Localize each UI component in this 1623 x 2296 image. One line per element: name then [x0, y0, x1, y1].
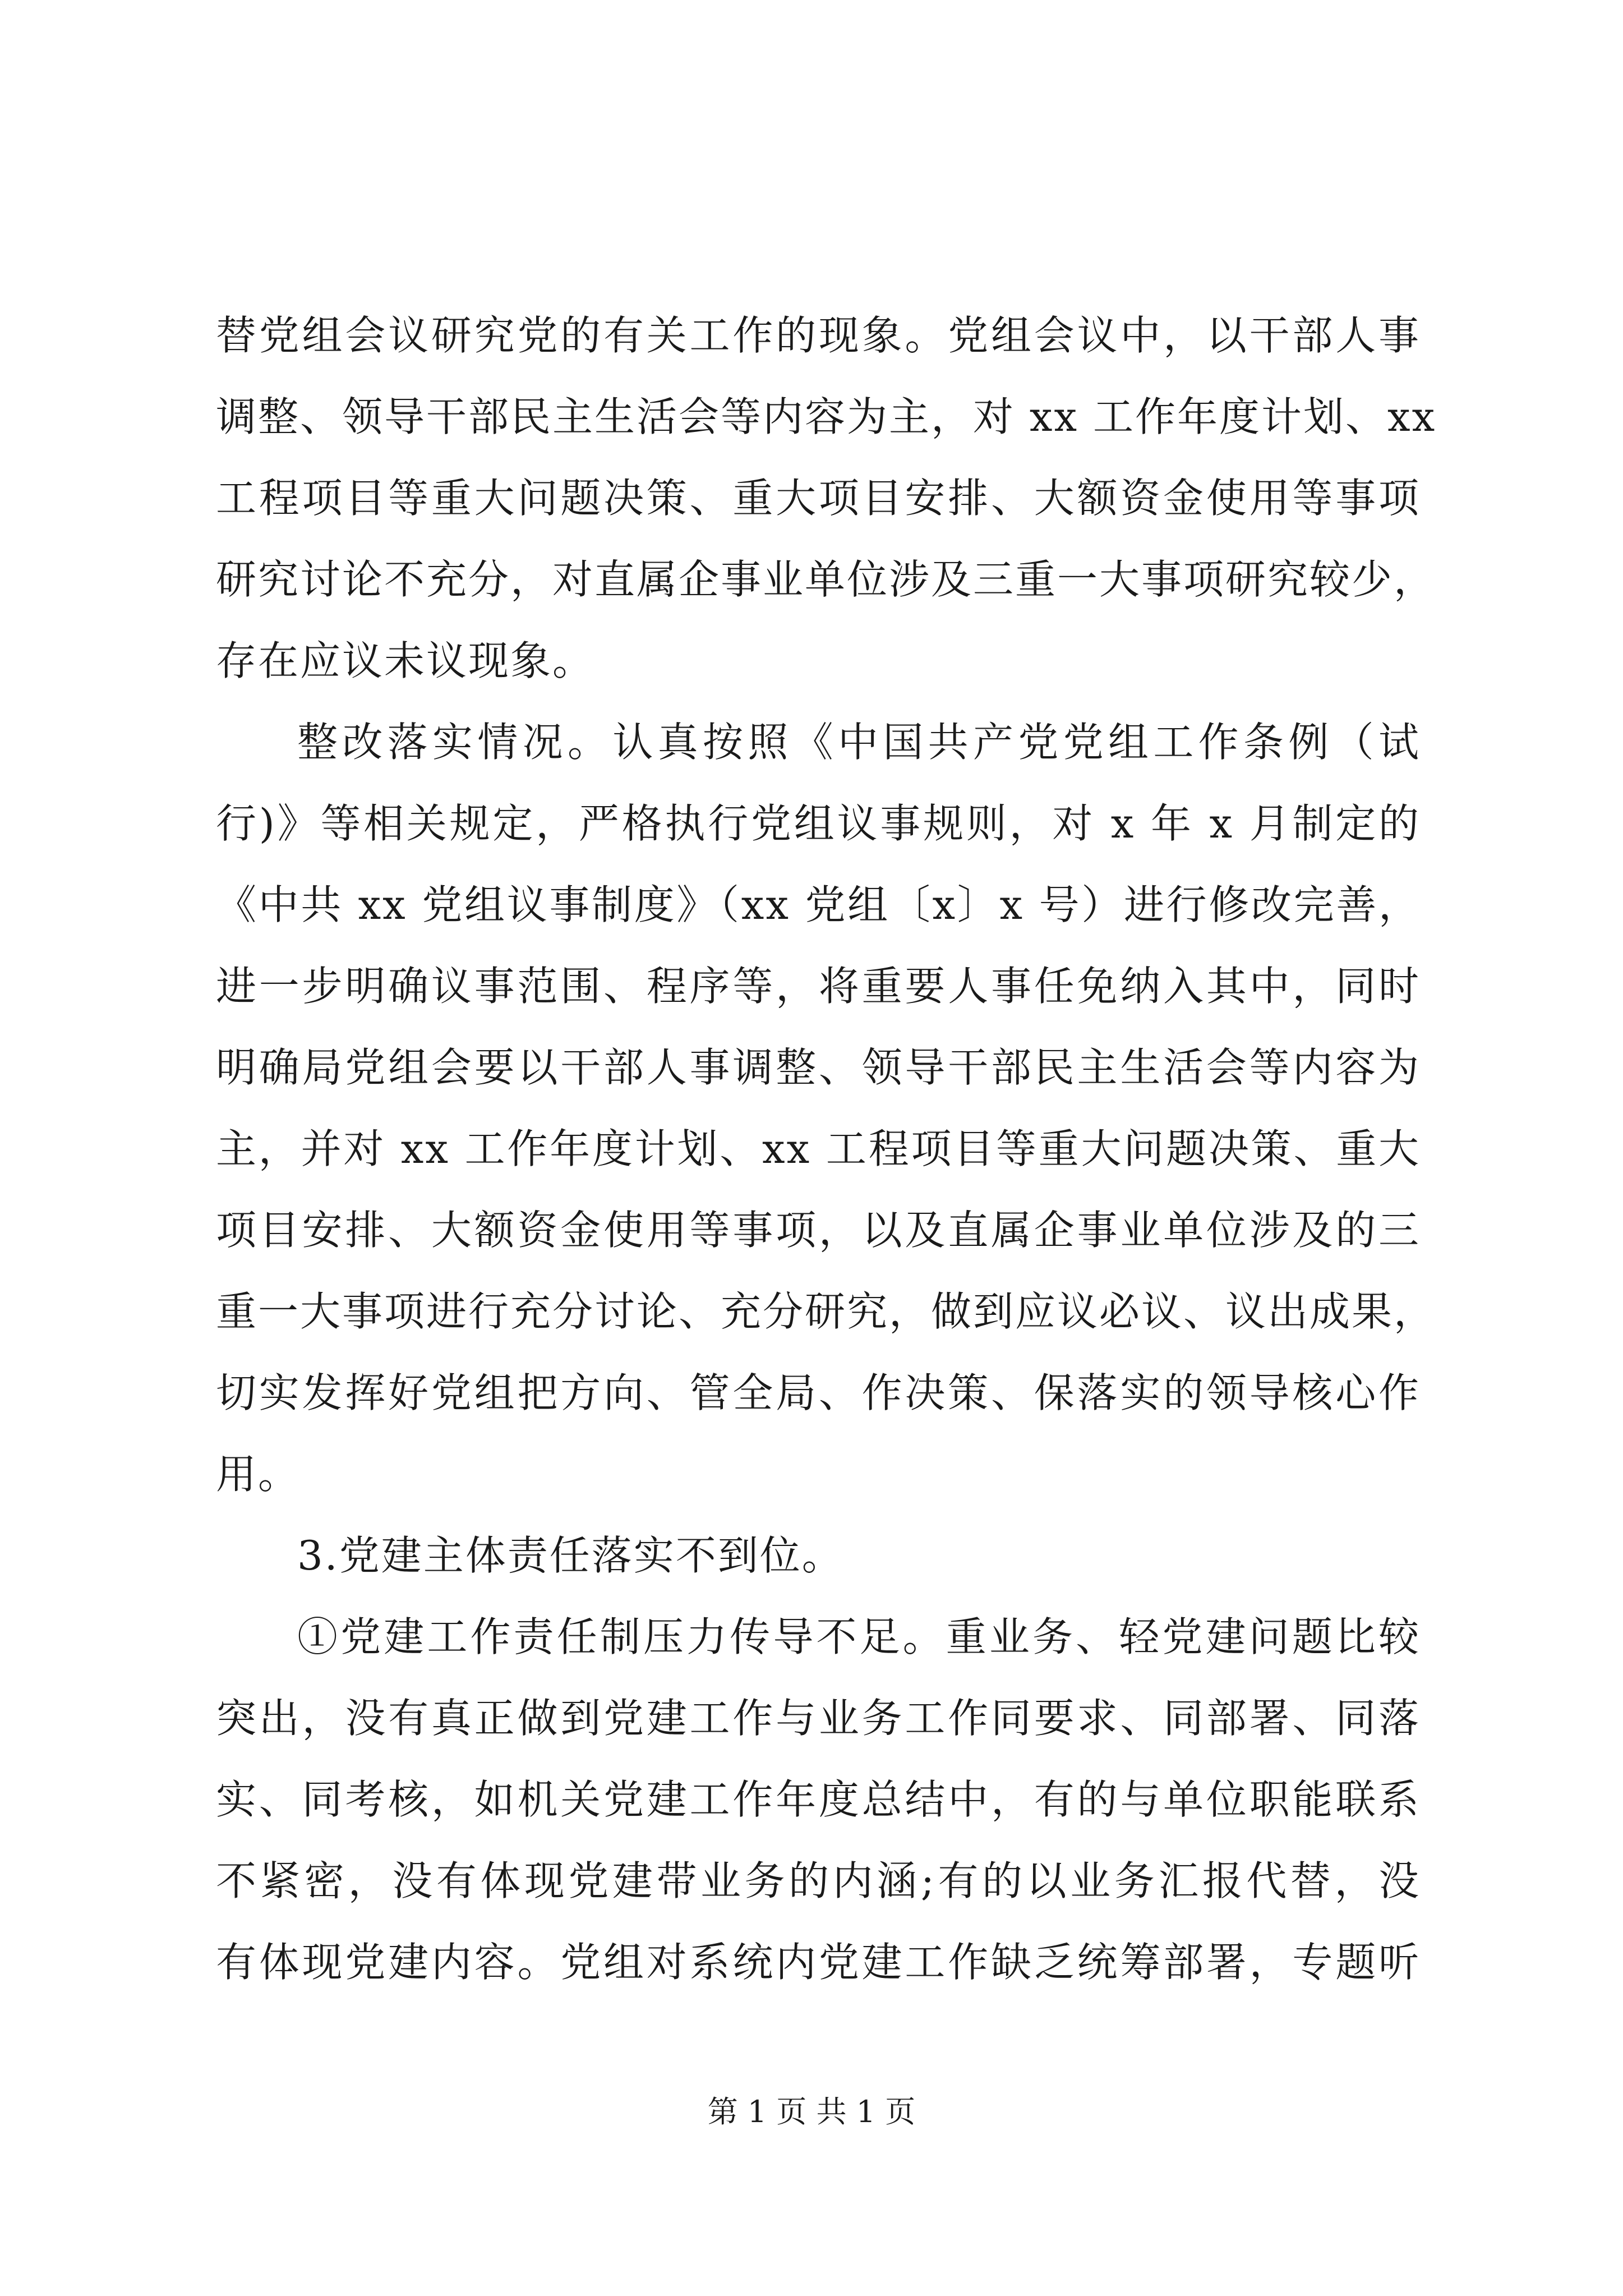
text-line: 用。: [216, 1451, 301, 1498]
text-line: 主，并对 xx 工作年度计划、xx 工程项目等重大问题决策、重大: [216, 1125, 1421, 1172]
text-line: 明确局党组会要以干部人事调整、领导干部民主生活会等内容为: [216, 1044, 1421, 1091]
text-line: 实、同考核，如机关党建工作年度总结中，有的与单位职能联系: [216, 1776, 1421, 1823]
text-line: 存在应议未议现象。: [216, 637, 595, 684]
text-line: 重一大事项进行充分讨论、充分研究，做到应议必议、议出成果，: [216, 1288, 1436, 1335]
text-line: 调整、领导干部民主生活会等内容为主，对 xx 工作年度计划、xx: [216, 393, 1437, 440]
text-line: 整改落实情况。认真按照《中国共产党党组工作条例（试: [297, 719, 1421, 766]
text-line: 工程项目等重大问题决策、重大项目安排、大额资金使用等事项: [216, 475, 1421, 522]
page-number-footer: 第 1 页 共 1 页: [707, 2094, 916, 2129]
text-line: ①党建工作责任制压力传导不足。重业务、轻党建问题比较: [297, 1613, 1421, 1660]
text-line: 行)》等相关规定，严格执行党组议事规则，对 x 年 x 月制定的: [216, 800, 1421, 847]
text-line: 切实发挥好党组把方向、管全局、作决策、保落实的领导核心作: [216, 1369, 1421, 1416]
section-heading: 3.党建主体责任落实不到位。: [297, 1532, 844, 1579]
text-line: 项目安排、大额资金使用等事项，以及直属企事业单位涉及的三: [216, 1207, 1421, 1254]
text-line: 有体现党建内容。党组对系统内党建工作缺乏统筹部署，专题听: [216, 1939, 1421, 1986]
text-line: 《中共 xx 党组议事制度》（xx 党组〔x〕x 号）进行修改完善，: [216, 881, 1421, 928]
text-line: 突出，没有真正做到党建工作与业务工作同要求、同部署、同落: [216, 1695, 1421, 1742]
text-line: 研究讨论不充分，对直属企事业单位涉及三重一大事项研究较少，: [216, 556, 1436, 603]
text-line: 不紧密，没有体现党建带业务的内涵;有的以业务汇报代替，没: [216, 1857, 1421, 1904]
text-line: 替党组会议研究党的有关工作的现象。党组会议中，以干部人事: [216, 312, 1421, 359]
text-line: 进一步明确议事范围、程序等，将重要人事任免纳入其中，同时: [216, 963, 1421, 1010]
